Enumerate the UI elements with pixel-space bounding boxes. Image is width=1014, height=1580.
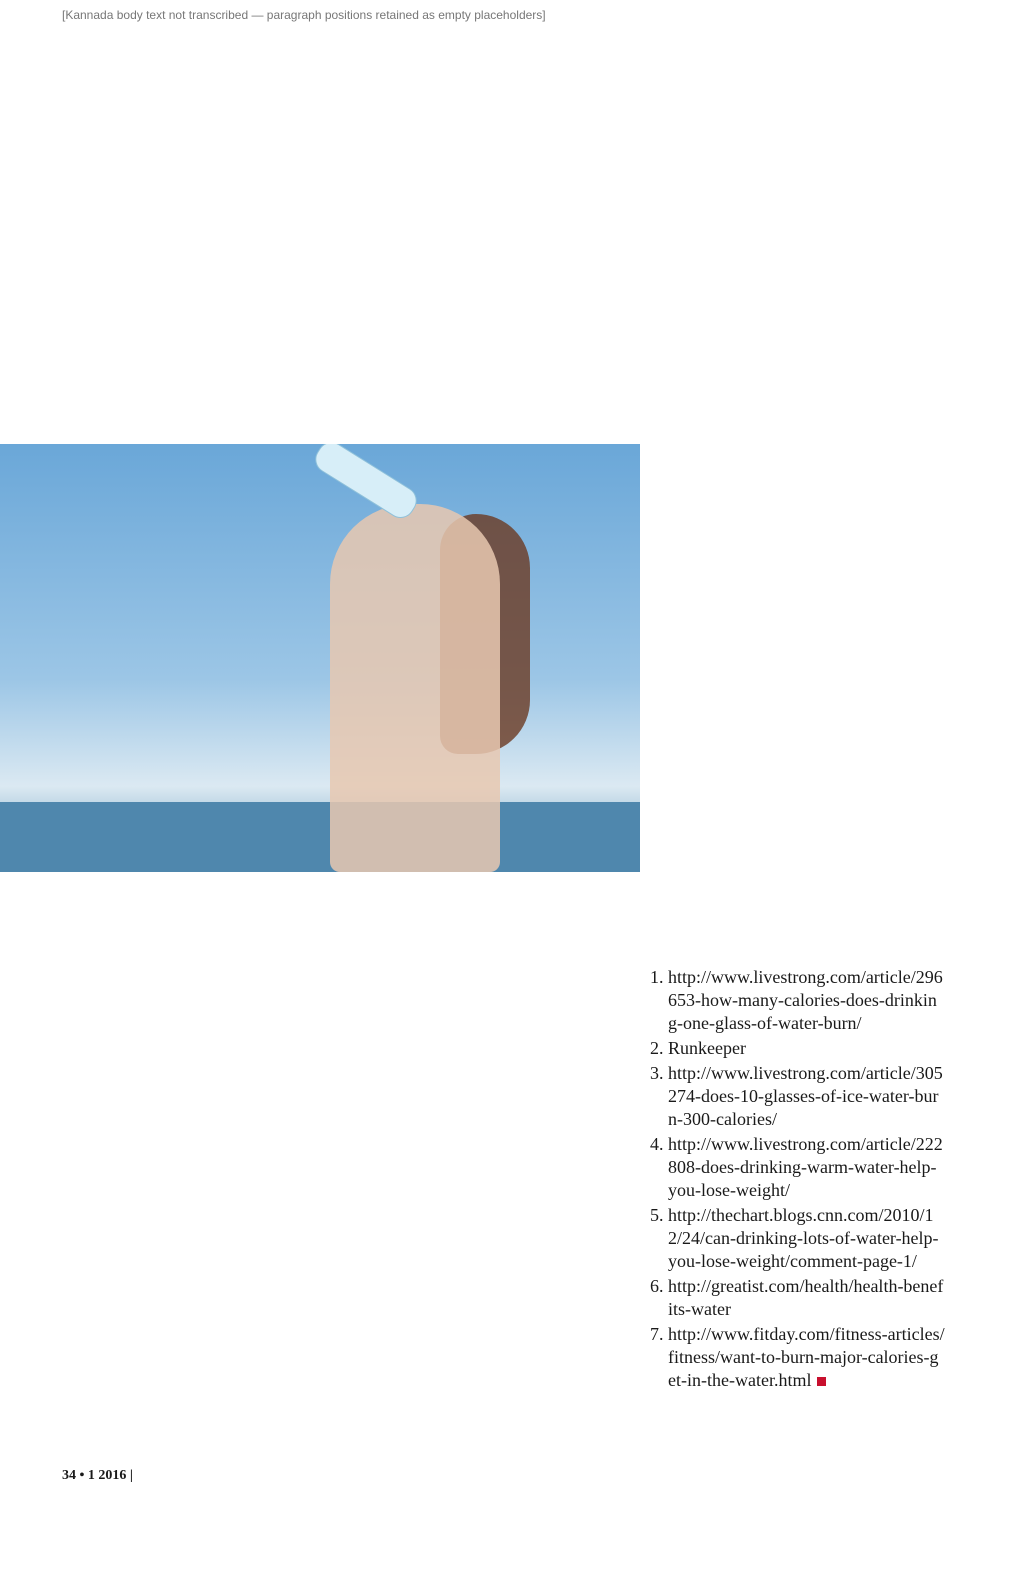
end-mark-icon	[817, 1377, 826, 1386]
paragraph	[62, 88, 344, 110]
footer-bullet-icon: •	[79, 1468, 85, 1483]
source-item	[650, 1204, 945, 1273]
paragraph	[62, 166, 344, 188]
paragraph	[62, 114, 344, 136]
source-item	[650, 1323, 945, 1392]
source-url-text: http://www.fitday.com/fitness-articles/fitness/want-to-burn-major-calories-get-in-the-water.html	[668, 1324, 945, 1390]
transcription-note: [Kannada body text not transcribed — paragraph positions retained as empty placeholders]	[62, 8, 546, 22]
paragraph	[62, 992, 344, 1014]
source-item	[650, 1037, 945, 1060]
paragraph	[364, 140, 640, 162]
source-url[interactable]: http://greatist.com/health/health-benefits-water	[668, 1276, 944, 1319]
source-number: 6.	[650, 1276, 664, 1296]
source-number: 3.	[650, 1063, 664, 1083]
source-number: 5.	[650, 1205, 664, 1225]
source-number: 1.	[650, 967, 664, 987]
article-photo	[0, 444, 640, 872]
sources-heading-wrap	[650, 940, 945, 962]
photo-sea	[0, 802, 640, 872]
paragraph	[62, 966, 344, 988]
source-url[interactable]: http://www.livestrong.com/article/305274-does-10-glasses-of-ice-water-burn-300-calories/	[668, 1063, 943, 1129]
source-item	[650, 1133, 945, 1202]
column-middle-top	[364, 88, 640, 166]
paragraph	[364, 88, 640, 110]
footer-divider: |	[129, 1468, 133, 1483]
photo-woman	[330, 504, 500, 872]
section-heading	[650, 150, 945, 172]
column-left-bottom	[62, 888, 344, 1018]
paragraph	[62, 888, 344, 910]
paragraph	[650, 180, 945, 202]
paragraph	[364, 940, 640, 962]
source-item	[650, 966, 945, 1035]
column-right-top	[650, 88, 945, 206]
source-number: 2.	[650, 1038, 664, 1058]
paragraph	[364, 114, 640, 136]
column-left-top	[62, 88, 344, 192]
paragraph	[62, 140, 344, 162]
sources-list	[650, 966, 945, 1394]
issue-date: 1 2016	[87, 1468, 127, 1483]
paragraph	[650, 114, 945, 136]
source-number: 7.	[650, 1324, 664, 1344]
source-text: Runkeeper	[668, 1038, 746, 1058]
source-url[interactable]: http://thechart.blogs.cnn.com/2010/12/24/can-drinking-lots-of-water-help-you-lose-weight/comment-page-1/	[668, 1205, 939, 1271]
paragraph	[62, 940, 344, 962]
source-url[interactable]: http://www.livestrong.com/article/296653-how-many-calories-does-drinking-one-glass-of-water-burn/	[668, 967, 943, 1033]
source-item	[650, 1275, 945, 1321]
column-middle-bottom	[364, 888, 640, 966]
source-item	[650, 1062, 945, 1131]
source-url[interactable]: http://www.livestrong.com/article/222808-does-drinking-warm-water-help-you-lose-weight/	[668, 1134, 943, 1200]
page-footer	[62, 1468, 133, 1484]
paragraph	[364, 888, 640, 910]
paragraph	[62, 914, 344, 936]
paragraph	[364, 914, 640, 936]
source-number: 4.	[650, 1134, 664, 1154]
source-url[interactable]	[668, 1323, 945, 1392]
page-number: 34	[62, 1468, 76, 1483]
sources-heading	[650, 940, 945, 962]
photo-water-bottle	[310, 444, 422, 523]
paragraph	[650, 88, 945, 110]
